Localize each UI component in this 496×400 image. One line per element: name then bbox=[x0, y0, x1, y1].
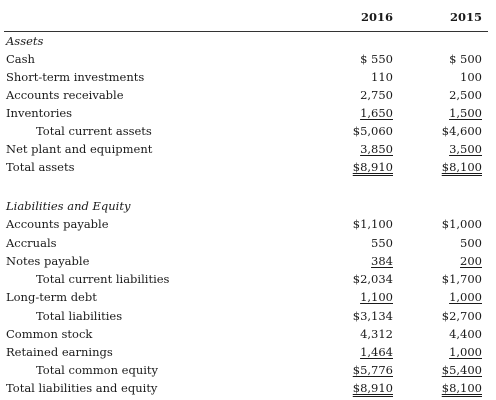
row-label: Total liabilities and equity bbox=[6, 381, 158, 395]
liabilities-section-row bbox=[0, 197, 496, 215]
row-label: Accounts receivable bbox=[6, 88, 124, 102]
value-2015: $4,600 bbox=[441, 124, 482, 138]
column-header-2016: 2016 bbox=[360, 10, 393, 24]
row-label: Total current assets bbox=[36, 124, 152, 138]
row-long-term-debt bbox=[0, 288, 496, 306]
row-accounts-payable bbox=[0, 215, 496, 233]
row-label: Total common equity bbox=[36, 363, 159, 377]
value-2015: $8,100 bbox=[441, 381, 482, 395]
value-2015: $ 500 bbox=[449, 52, 482, 66]
value-2016: 1,650 bbox=[360, 106, 393, 120]
value-2016: $3,134 bbox=[352, 309, 393, 323]
value-2016: $ 550 bbox=[360, 52, 393, 66]
value-2016: $1,100 bbox=[352, 217, 393, 231]
row-label: Notes payable bbox=[6, 254, 90, 268]
assets-section-label: Assets bbox=[6, 34, 44, 48]
row-common-stock bbox=[0, 325, 496, 343]
row-total-liabilities bbox=[0, 307, 496, 325]
row-total-liabilities-equity bbox=[0, 379, 496, 397]
row-short-term-investments bbox=[0, 68, 496, 86]
row-label: Accounts payable bbox=[6, 217, 109, 231]
value-2015: $5,400 bbox=[441, 363, 482, 377]
assets-section-row bbox=[0, 32, 496, 50]
value-2015: 1,000 bbox=[449, 290, 482, 304]
value-2015: $1,000 bbox=[441, 217, 482, 231]
row-label: Short-term investments bbox=[6, 70, 145, 84]
value-2015: 4,400 bbox=[449, 327, 482, 341]
value-2016: 4,312 bbox=[360, 327, 393, 341]
value-2016: 550 bbox=[371, 236, 393, 250]
value-2016: 1,464 bbox=[360, 345, 393, 359]
row-net-plant bbox=[0, 140, 496, 158]
value-2016: $5,060 bbox=[352, 124, 393, 138]
value-2015: 1,000 bbox=[449, 345, 482, 359]
row-total-current-liabilities bbox=[0, 270, 496, 288]
value-2015: $1,700 bbox=[441, 272, 482, 286]
value-2015: 2,500 bbox=[449, 88, 482, 102]
value-2015: 3,500 bbox=[449, 142, 482, 156]
value-2015: 500 bbox=[460, 236, 482, 250]
row-label: Inventories bbox=[6, 106, 73, 120]
value-2016: 384 bbox=[371, 254, 393, 268]
row-label: Common stock bbox=[6, 327, 93, 341]
value-2016: $8,910 bbox=[352, 160, 393, 174]
value-2016: $2,034 bbox=[352, 272, 393, 286]
row-total-common-equity bbox=[0, 361, 496, 379]
value-2015: $8,100 bbox=[441, 160, 482, 174]
row-accounts-receivable bbox=[0, 86, 496, 104]
row-accruals bbox=[0, 234, 496, 252]
value-2015: 1,500 bbox=[449, 106, 482, 120]
value-2016: 1,100 bbox=[360, 290, 393, 304]
row-label: Total assets bbox=[6, 160, 75, 174]
value-2015: 200 bbox=[460, 254, 482, 268]
row-label: Retained earnings bbox=[6, 345, 113, 359]
row-label: Net plant and equipment bbox=[6, 142, 153, 156]
value-2016: 3,850 bbox=[360, 142, 393, 156]
value-2016: $5,776 bbox=[352, 363, 393, 377]
row-notes-payable bbox=[0, 252, 496, 270]
row-label: Cash bbox=[6, 52, 35, 66]
value-2015: 100 bbox=[460, 70, 482, 84]
value-2016: 110 bbox=[371, 70, 393, 84]
value-2015: $2,700 bbox=[441, 309, 482, 323]
row-cash bbox=[0, 50, 496, 68]
row-label: Long-term debt bbox=[6, 290, 97, 304]
liabilities-section-label: Liabilities and Equity bbox=[6, 199, 131, 213]
row-label: Total current liabilities bbox=[36, 272, 170, 286]
row-retained-earnings bbox=[0, 343, 496, 361]
value-2016: 2,750 bbox=[360, 88, 393, 102]
row-total-current-assets bbox=[0, 122, 496, 140]
row-label: Total liabilities bbox=[36, 309, 123, 323]
column-header-2015: 2015 bbox=[449, 10, 482, 24]
row-total-assets bbox=[0, 158, 496, 176]
row-inventories bbox=[0, 104, 496, 122]
value-2016: $8,910 bbox=[352, 381, 393, 395]
row-label: Accruals bbox=[6, 236, 57, 250]
